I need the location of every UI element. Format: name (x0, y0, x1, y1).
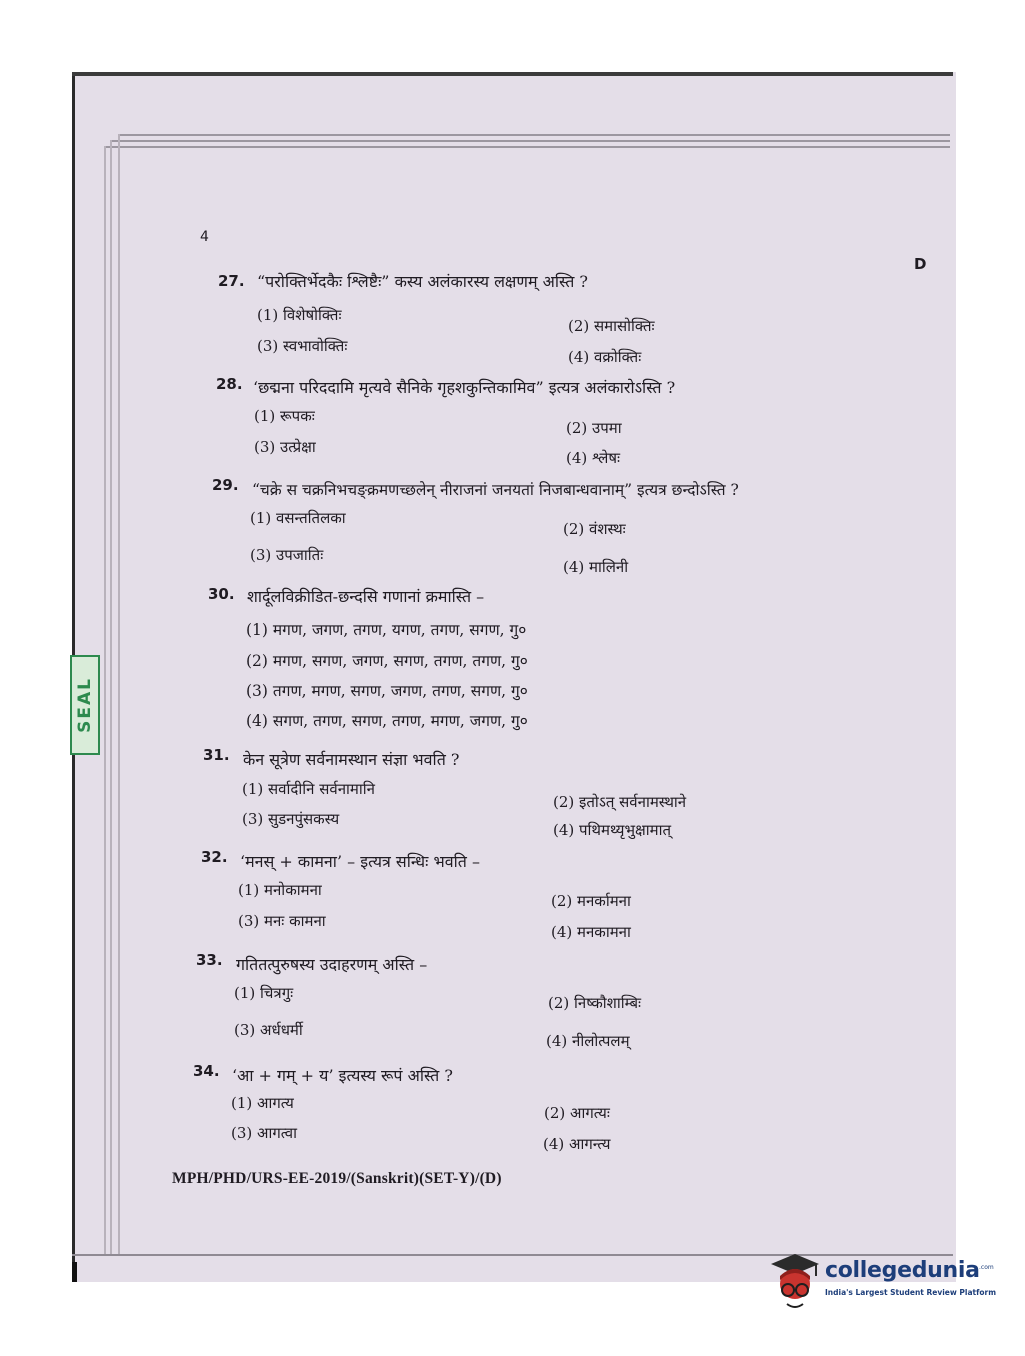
page-edge (118, 134, 950, 136)
option: (3) मनः कामना (238, 912, 326, 930)
option: (3) आगत्वा (231, 1124, 297, 1142)
option: (1) रूपकः (254, 407, 315, 425)
page-edge (110, 140, 112, 1256)
collegedunia-logo (765, 1250, 997, 1320)
option: (4) आगन्त्य (543, 1135, 611, 1153)
question-text: ‘मनस् + कामना’ – इत्यत्र सन्धिः भवति – (240, 852, 480, 871)
option: (3) उपजातिः (250, 546, 324, 564)
question-text: केन सूत्रेण सर्वनामस्थान संज्ञा भवति ? (243, 750, 460, 769)
seal-stamp (70, 655, 100, 755)
question-number: 28. (216, 375, 243, 393)
option: (2) इतोऽत् सर्वनामस्थाने (553, 793, 687, 811)
option: (4) नीलोत्पलम् (546, 1032, 630, 1050)
question-number: 32. (201, 848, 228, 866)
page-edge (104, 146, 950, 148)
option: (4) वक्रोक्तिः (568, 348, 642, 366)
option: (3) सुडनपुंसकस्य (242, 810, 340, 828)
option: (4) श्लेषः (566, 449, 621, 467)
set-letter: D (914, 255, 927, 273)
question-number: 31. (203, 746, 230, 764)
student-mascot-icon (765, 1250, 823, 1320)
question-text: “चक्रे स चक्रनिभचङ्क्रमणच्छलेन् नीराजनां जनयतां निजबान्धवानाम्” इत्यत्र छन्दोऽस्ति ? (252, 481, 739, 499)
page-top-edge (72, 72, 953, 76)
logo-domain-suffix: .com (979, 1264, 994, 1271)
paper-code: MPH/PHD/URS-EE-2019/(Sanskrit)(SET-Y)/(D) (172, 1170, 502, 1187)
question-text: गतितत्पुरुषस्य उदाहरणम् अस्ति – (236, 955, 428, 974)
option: (1) मगण, जगण, तगण, यगण, तगण, सगण, गु० (246, 621, 527, 639)
option: (4) मनकामना (551, 923, 631, 941)
page-edge (118, 134, 120, 1256)
option: (2) आगत्यः (544, 1104, 610, 1122)
option: (2) उपमा (566, 419, 622, 437)
question-number: 34. (193, 1062, 220, 1080)
scan-margin-mark (72, 1262, 77, 1282)
option: (4) मालिनी (563, 558, 629, 576)
logo-tagline: India's Largest Student Review Platform (825, 1288, 997, 1297)
option: (3) उत्प्रेक्षा (254, 438, 316, 456)
question-text: ‘आ + गम् + य’ इत्यस्य रूपं अस्ति ? (232, 1066, 453, 1085)
scanned-page (72, 72, 956, 1282)
option: (2) निष्कौशाम्बिः (548, 994, 642, 1012)
option: (2) वंशस्थः (563, 520, 626, 538)
option: (1) वसन्ततिलका (250, 509, 346, 527)
option: (2) समासोक्तिः (568, 317, 655, 335)
question-number: 33. (196, 951, 223, 969)
option: (2) मनर्कामना (551, 892, 631, 910)
question-text: ‘छद्मना परिददामि मृत्यवे सैनिके गृहशकुन्तिकामिव” इत्यत्र अलंकारोऽस्ति ? (253, 378, 676, 397)
option: (1) आगत्य (231, 1094, 294, 1112)
question-number: 30. (208, 585, 235, 603)
page-number: 4 (200, 229, 209, 245)
seal-text: SEAL (75, 677, 95, 733)
question-text: “परोक्तिर्भेदकैः श्लिष्टैः” कस्य अलंकारस्य लक्षणम् अस्ति ? (257, 272, 589, 291)
option: (1) विशेषोक्तिः (257, 306, 342, 324)
option: (3) अर्धधर्मी (234, 1021, 303, 1039)
logo-wordmark: collegedunia (825, 1258, 980, 1283)
option: (1) चित्रगुः (234, 984, 294, 1002)
option: (1) सर्वादीनि सर्वनामानि (242, 780, 375, 798)
option: (4) सगण, तगण, सगण, तगण, मगण, जगण, गु० (246, 712, 528, 730)
page-edge (110, 140, 950, 142)
option: (2) मगण, सगण, जगण, सगण, तगण, तगण, गु० (246, 652, 528, 670)
question-text: शार्दूलविक्रीडित-छन्दसि गणानां क्रमास्ति – (247, 587, 485, 606)
option: (3) तगण, मगण, सगण, जगण, तगण, सगण, गु० (246, 682, 528, 700)
question-number: 29. (212, 476, 239, 494)
question-number: 27. (218, 272, 245, 290)
option: (1) मनोकामना (238, 881, 322, 899)
option: (3) स्वभावोक्तिः (257, 337, 348, 355)
option: (4) पथिमथ्यृभुक्षामात् (553, 821, 672, 839)
page-edge (104, 146, 106, 1256)
